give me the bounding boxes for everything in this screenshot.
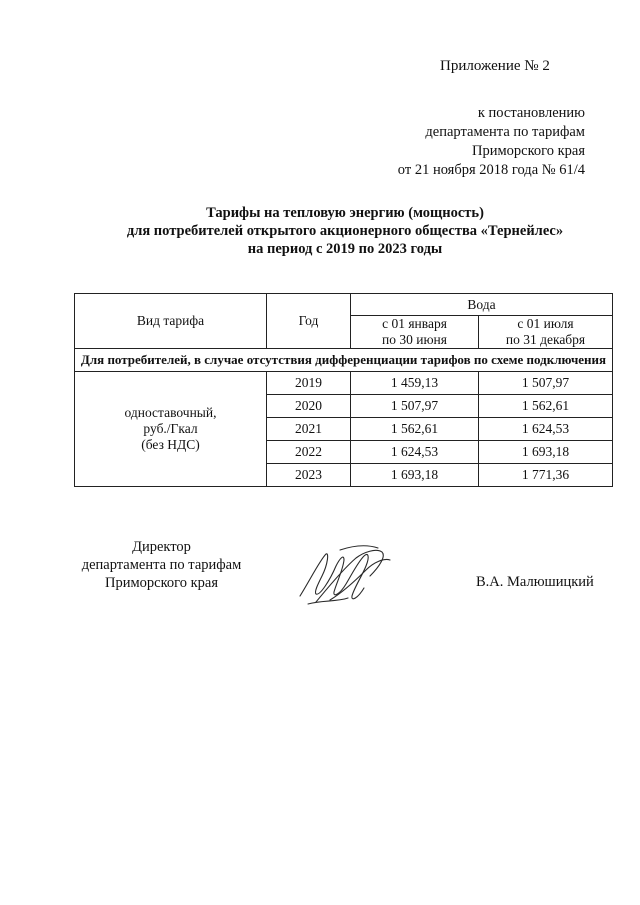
tariff-value-first-half: 1 693,18 bbox=[351, 464, 479, 487]
tariff-table bbox=[74, 293, 613, 487]
handwritten-signature bbox=[296, 540, 396, 617]
document-title-line: для потребителей открытого акционерного общества «Тернейлес» bbox=[126, 223, 564, 239]
tariff-value-second-half: 1 562,61 bbox=[479, 395, 613, 418]
tariff-value-second-half: 1 507,97 bbox=[479, 372, 613, 395]
appendix-ref-line: к постановлению bbox=[477, 105, 585, 121]
period-line: по 31 декабря bbox=[505, 332, 586, 347]
year-cell: 2020 bbox=[267, 395, 351, 418]
signatory-position bbox=[74, 538, 249, 592]
period-line: по 30 июня bbox=[382, 332, 447, 347]
tariff-value-first-half: 1 459,13 bbox=[351, 372, 479, 395]
tariff-value-first-half: 1 507,97 bbox=[351, 395, 479, 418]
appendix-ref-line: департамента по тарифам bbox=[425, 124, 585, 140]
header-period-first-half bbox=[351, 316, 479, 349]
appendix-title: Приложение № 2 bbox=[440, 58, 550, 74]
header-year: Год bbox=[267, 294, 351, 349]
table-row bbox=[75, 372, 613, 395]
position-line: Директор bbox=[132, 539, 191, 555]
year-cell: 2023 bbox=[267, 464, 351, 487]
header-water: Вода bbox=[351, 294, 613, 316]
tariff-type-cell bbox=[75, 372, 267, 487]
tariff-value-second-half: 1 771,36 bbox=[479, 464, 613, 487]
appendix-ref-line: Приморского края bbox=[471, 143, 585, 159]
header-period-second-half bbox=[479, 316, 613, 349]
position-line: Приморского края bbox=[104, 575, 218, 591]
period-line: с 01 июля bbox=[517, 316, 574, 331]
document-title-line: Тарифы на тепловую энергию (мощность) bbox=[206, 205, 484, 221]
tariff-value-second-half: 1 624,53 bbox=[479, 418, 613, 441]
period-line: с 01 января bbox=[382, 316, 447, 331]
year-cell: 2022 bbox=[267, 441, 351, 464]
position-line: департамента по тарифам bbox=[81, 557, 242, 573]
year-cell: 2021 bbox=[267, 418, 351, 441]
appendix-reference bbox=[385, 104, 585, 180]
tariff-value-second-half: 1 693,18 bbox=[479, 441, 613, 464]
tariff-type-line: одноставочный, bbox=[124, 405, 217, 420]
tariff-value-first-half: 1 624,53 bbox=[351, 441, 479, 464]
section-heading: Для потребителей, в случае отсутствия дифференциации тарифов по схеме подключения bbox=[75, 349, 613, 372]
signatory-name: В.А. Малюшицкий bbox=[476, 574, 594, 590]
appendix-ref-line: от 21 ноября 2018 года № 61/4 bbox=[397, 162, 585, 178]
document-title-line: на период с 2019 по 2023 годы bbox=[247, 241, 443, 257]
document-title bbox=[0, 204, 640, 258]
year-cell: 2019 bbox=[267, 372, 351, 395]
tariff-value-first-half: 1 562,61 bbox=[351, 418, 479, 441]
header-tariff-type: Вид тарифа bbox=[75, 294, 267, 349]
tariff-type-line: (без НДС) bbox=[141, 437, 200, 452]
tariff-type-line: руб./Гкал bbox=[143, 421, 198, 436]
